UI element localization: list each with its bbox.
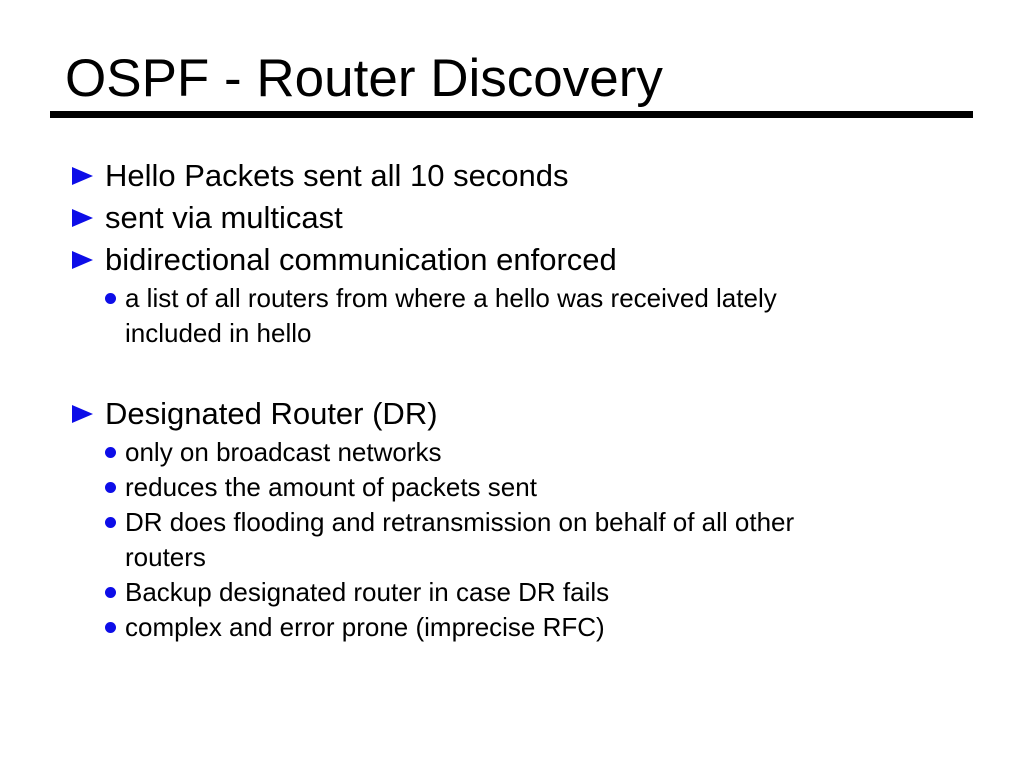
bullet-text-line: bidirectional communication enforced bbox=[105, 242, 617, 277]
bullet-text bbox=[125, 610, 952, 645]
bullet-text-line: complex and error prone (imprecise RFC) bbox=[125, 612, 605, 642]
bullet-text bbox=[125, 470, 952, 505]
sub-bullet-item bbox=[72, 505, 952, 575]
dot-bullet-icon bbox=[105, 517, 116, 528]
bullet-text bbox=[105, 239, 952, 281]
bullet-text-line: Hello Packets sent all 10 seconds bbox=[105, 158, 569, 193]
bullet-text-line: sent via multicast bbox=[105, 200, 343, 235]
sub-bullet-item bbox=[72, 435, 952, 470]
bullet-text bbox=[105, 197, 952, 239]
bullet-text-line: reduces the amount of packets sent bbox=[125, 472, 537, 502]
sub-bullet-item bbox=[72, 610, 952, 645]
sub-bullet-item bbox=[72, 575, 952, 610]
bullet-text-line: Designated Router (DR) bbox=[105, 396, 438, 431]
bullet-text-line: included in hello bbox=[125, 318, 312, 348]
dot-bullet-icon bbox=[105, 293, 116, 304]
sub-bullet-item bbox=[72, 281, 952, 351]
bullet-text-line: only on broadcast networks bbox=[125, 437, 442, 467]
bullet-text-line: Backup designated router in case DR fails bbox=[125, 577, 610, 607]
triangle-bullet-icon bbox=[72, 405, 93, 423]
bullet-text bbox=[125, 435, 952, 470]
bullet-text bbox=[105, 393, 952, 435]
bullet-text bbox=[125, 505, 952, 575]
triangle-bullet-icon bbox=[72, 251, 93, 269]
bullet-item bbox=[72, 393, 952, 435]
bullet-text-line: routers bbox=[125, 542, 206, 572]
title-underline bbox=[50, 111, 973, 118]
triangle-bullet-icon bbox=[72, 209, 93, 227]
bullet-text bbox=[125, 281, 952, 351]
dot-bullet-icon bbox=[105, 447, 116, 458]
bullet-text-line: DR does flooding and retransmission on behalf of all other bbox=[125, 507, 795, 537]
page-title: OSPF - Router Discovery bbox=[65, 49, 663, 108]
dot-bullet-icon bbox=[105, 622, 116, 633]
sub-bullet-item bbox=[72, 470, 952, 505]
triangle-bullet-icon bbox=[72, 167, 93, 185]
bullet-text bbox=[105, 155, 952, 197]
bullet-list bbox=[72, 155, 952, 645]
bullet-item bbox=[72, 155, 952, 197]
bullet-spacer bbox=[72, 351, 952, 393]
bullet-text bbox=[125, 575, 952, 610]
bullet-text-line: a list of all routers from where a hello was received lately bbox=[125, 283, 777, 313]
dot-bullet-icon bbox=[105, 587, 116, 598]
bullet-item bbox=[72, 197, 952, 239]
dot-bullet-icon bbox=[105, 482, 116, 493]
bullet-item bbox=[72, 239, 952, 281]
